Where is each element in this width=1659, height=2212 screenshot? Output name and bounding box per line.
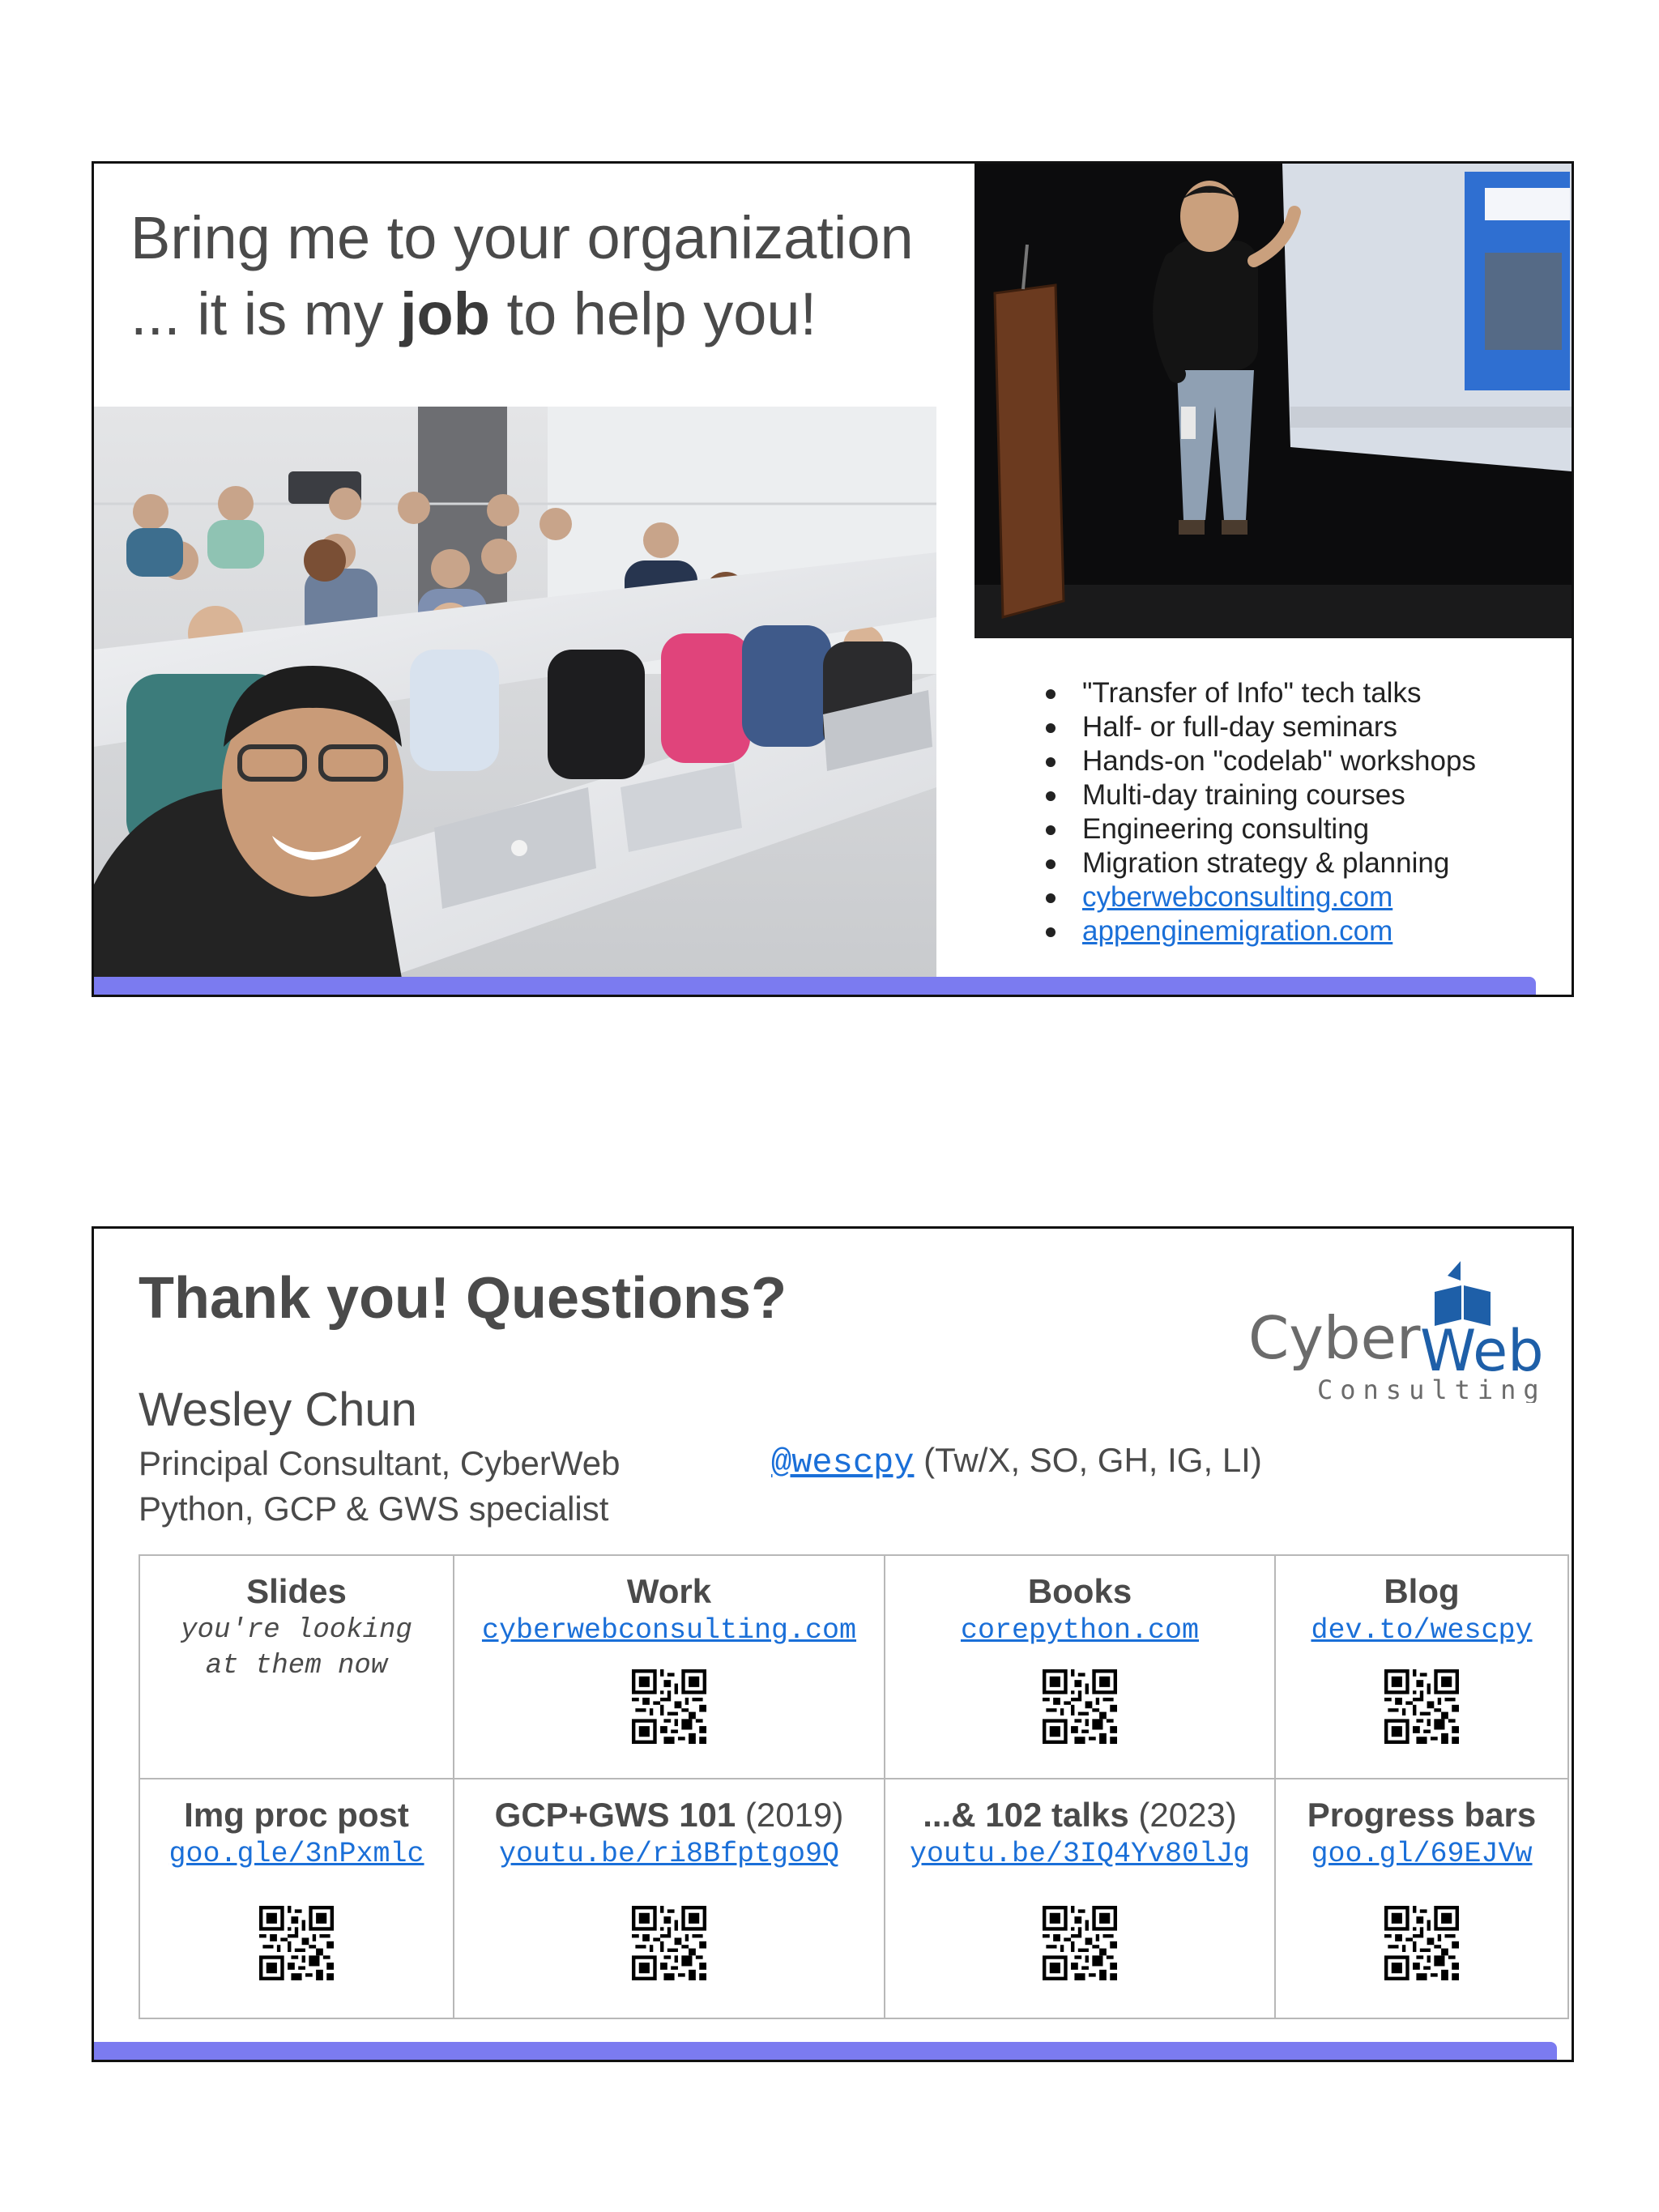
social-handle-row	[771, 1441, 1262, 1482]
accent-bar	[94, 2042, 1557, 2060]
classroom-photo	[94, 407, 936, 978]
resource-cell-gcp-101: GCP+GWS 101 (2019) youtu.be/ri8Bfptgo9Q	[454, 1779, 885, 2018]
social-handle-link[interactable]: @wescpy	[771, 1443, 915, 1482]
list-item: Engineering consulting	[1046, 812, 1476, 846]
cyberweb-logo	[1248, 1261, 1552, 1403]
link-appenginemigration[interactable]: appenginemigration.com	[1082, 915, 1393, 947]
list-item: Half- or full-day seminars	[1046, 710, 1476, 744]
slide-title	[130, 200, 914, 352]
link-gcp-101[interactable]: youtu.be/ri8Bfptgo9Q	[498, 1838, 840, 1870]
qr-code-icon[interactable]	[1043, 1669, 1117, 1744]
list-item: Hands-on "codelab" workshops	[1046, 744, 1476, 778]
list-item: Multi-day training courses	[1046, 778, 1476, 812]
list-item	[1046, 914, 1476, 948]
title-emphasis: job	[400, 280, 490, 347]
accent-bar	[94, 977, 1536, 995]
list-item: Migration strategy & planning	[1046, 846, 1476, 880]
link-blog[interactable]: dev.to/wescpy	[1311, 1614, 1533, 1647]
link-img-proc[interactable]: goo.gle/3nPxmlc	[168, 1838, 424, 1870]
logo-tagline: Consulting	[1317, 1375, 1546, 1403]
presenter-name: Wesley Chun	[139, 1383, 417, 1436]
services-list	[1046, 676, 1476, 948]
resource-cell-blog: Blog dev.to/wescpy	[1275, 1555, 1568, 1779]
resource-cell-books: Books corepython.com	[885, 1555, 1275, 1779]
stage-talk-photo	[975, 164, 1572, 638]
title-line-2: ... it is my job to help you!	[130, 280, 817, 347]
qr-code-icon[interactable]	[259, 1906, 334, 1980]
qr-code-icon[interactable]	[1043, 1906, 1117, 1980]
slide-title: Thank you! Questions?	[139, 1266, 787, 1331]
slide-services	[92, 161, 1574, 997]
resource-cell-work: Work cyberwebconsulting.com	[454, 1555, 885, 1779]
link-cyberwebconsulting[interactable]: cyberwebconsulting.com	[1082, 881, 1393, 913]
link-progress-bars[interactable]: goo.gl/69EJVw	[1311, 1838, 1533, 1870]
link-books[interactable]: corepython.com	[960, 1614, 1200, 1647]
resource-cell-102-talks: ...& 102 talks (2023) youtu.be/3IQ4Yv80lJg	[885, 1779, 1275, 2018]
qr-code-icon[interactable]	[632, 1906, 706, 1980]
logo-word-web: Web	[1420, 1318, 1544, 1384]
title-line-1: Bring me to your organization	[130, 204, 914, 271]
link-102-talks[interactable]: youtu.be/3IQ4Yv80lJg	[909, 1838, 1251, 1870]
qr-code-icon[interactable]	[1384, 1669, 1459, 1744]
presenter-role: Principal Consultant, CyberWeb Python, GCP & GWS specialist	[139, 1444, 621, 1528]
qr-code-icon[interactable]	[1384, 1906, 1459, 1980]
link-work[interactable]: cyberwebconsulting.com	[481, 1614, 857, 1647]
social-handle-note: (Tw/X, SO, GH, IG, LI)	[914, 1441, 1262, 1479]
logo-word-cyber: Cyber	[1248, 1304, 1421, 1372]
slide-thank-you	[92, 1226, 1574, 2062]
resource-cell-img-proc: Img proc post goo.gle/3nPxmlc	[139, 1779, 454, 2018]
resource-cell-progress-bars: Progress bars goo.gl/69EJVw	[1275, 1779, 1568, 2018]
list-item: "Transfer of Info" tech talks	[1046, 676, 1476, 710]
resource-cell-slides: Slides you're looking at them now	[139, 1555, 454, 1779]
list-item	[1046, 880, 1476, 914]
resources-table	[139, 1554, 1569, 2019]
qr-code-icon[interactable]	[632, 1669, 706, 1744]
